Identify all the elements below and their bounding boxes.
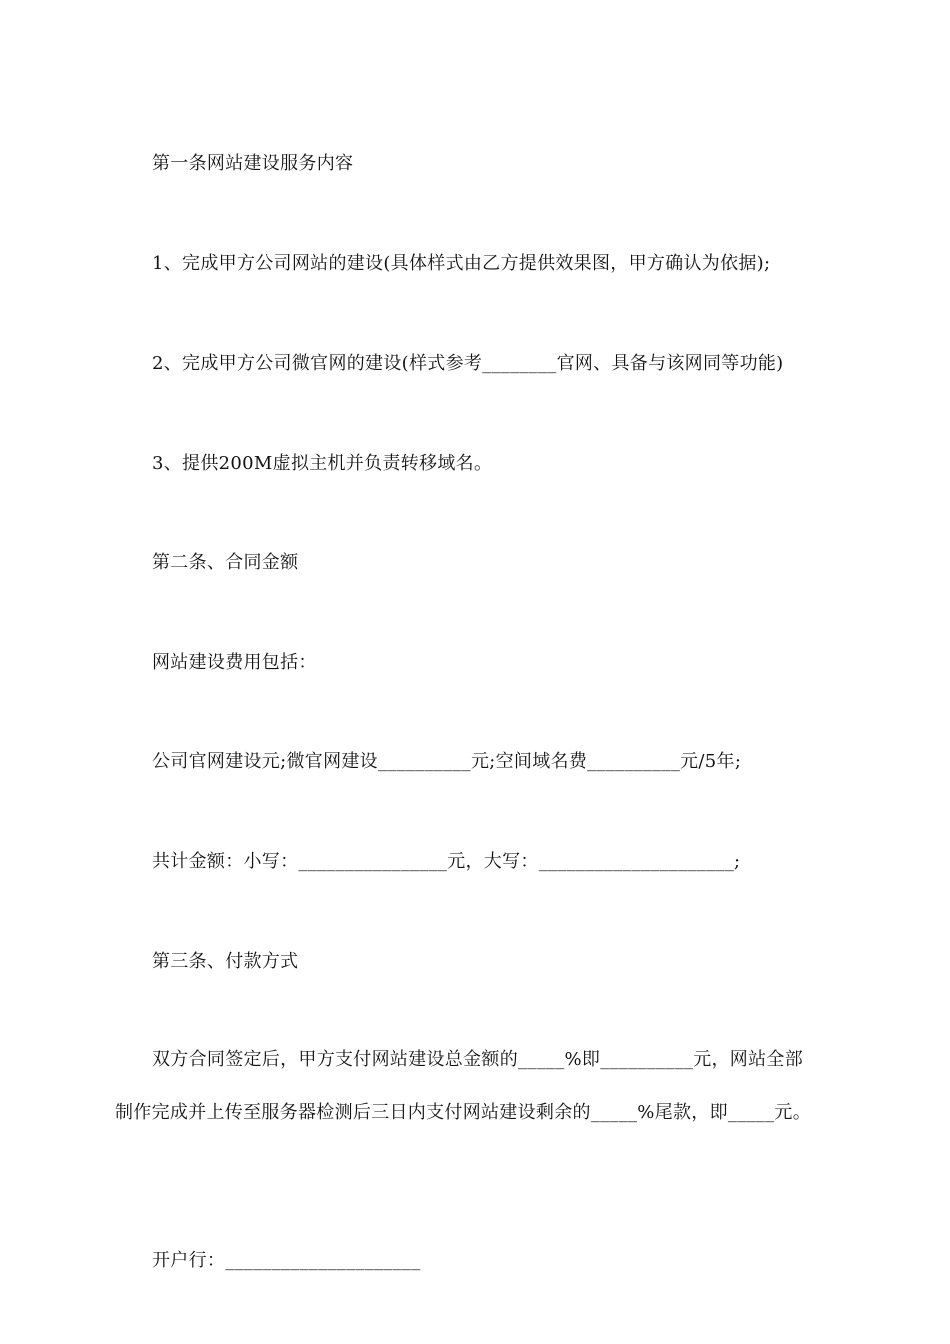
article-3-heading: 第三条、付款方式 bbox=[152, 951, 299, 972]
service-item-2: 2、完成甲方公司微官网的建设(样式参考________官网、具备与该网同等功能) bbox=[152, 353, 784, 374]
total-amount: 共计金额：小写：________________元，大写：_____________________; bbox=[152, 851, 741, 872]
article-1-heading: 第一条网站建设服务内容 bbox=[152, 153, 354, 174]
payment-paragraph-line-2: 制作完成并上传至服务器检测后三日内支付网站建设剩余的_____%尾款，即_____元。 bbox=[115, 1102, 811, 1123]
service-item-3: 3、提供200M虚拟主机并负责转移域名。 bbox=[152, 453, 493, 474]
bank-field: 开户行：_____________________ bbox=[152, 1250, 421, 1271]
fee-breakdown: 公司官网建设元;微官网建设__________元;空间域名费__________元/5年; bbox=[152, 751, 742, 772]
article-2-heading: 第二条、合同金额 bbox=[152, 552, 299, 573]
payment-paragraph-line-1: 双方合同签定后，甲方支付网站建设总金额的_____%即__________元，网站全部 bbox=[152, 1049, 804, 1070]
fee-intro: 网站建设费用包括： bbox=[152, 652, 317, 673]
service-item-1: 1、完成甲方公司网站的建设(具体样式由乙方提供效果图，甲方确认为依据); bbox=[152, 253, 771, 274]
